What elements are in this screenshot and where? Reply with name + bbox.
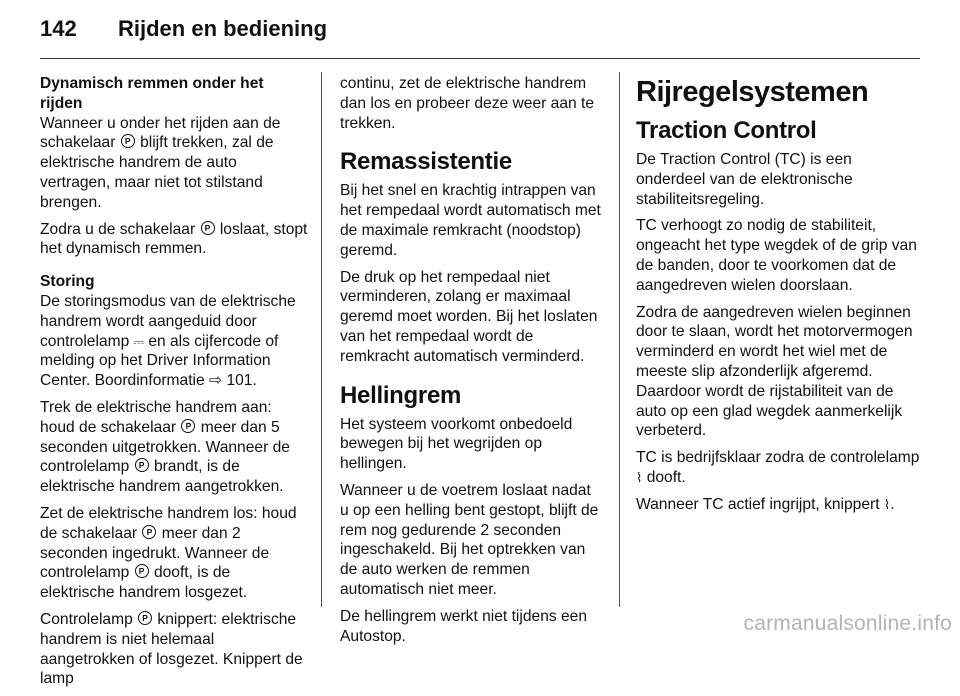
chapter-heading-driving-control-systems: Rijregelsystemen — [636, 76, 869, 108]
parking-brake-icon — [138, 611, 152, 625]
paragraph: Wanneer TC actief ingrijpt, knippert ⌇. — [636, 495, 895, 513]
paragraph: continu, zet de elektrische handrem dan los en probeer deze weer aan te trekken. — [340, 75, 595, 132]
section-heading-fault: Storing — [40, 273, 95, 291]
paragraph: De Traction Control (TC) is een onderdeel van de elektronische stabiliteitsregeling. — [636, 151, 853, 208]
section-heading-hill-start-assist: Hellingrem — [340, 381, 462, 409]
paragraph: TC is bedrijfsklaar zodra de controlelamp ⌇ dooft. — [636, 449, 920, 486]
column-divider-1 — [321, 72, 322, 607]
paragraph: TC verhoogt zo nodig de stabiliteit, ongeacht het type wegdek of de grip van de banden, door te voorkomen dat de aangedreven wielen doorslaan. — [636, 217, 917, 294]
paragraph: Zodra de aangedreven wielen beginnen door te slaan, wordt het motorvermogen verminderd en wordt het wiel met de meeste slip afzonderlijk afgeremd. Daardoor wordt de rijstabiliteit van de auto op een glad wegdek aanmerkelijk verbeterd. — [636, 303, 913, 440]
paragraph: De storingsmodus van de elektrische handrem wordt aangeduid door controlelamp ⎓ en als cijfercode of melding op het Driver Information Center. Boordinformatie ⇨ 101. — [40, 292, 296, 390]
paragraph: De druk op het rempedaal niet verminderen, zolang er maximaal geremd moet worden. Bij het loslaten van het rempedaal wordt de remkracht automatisch verminderd. — [340, 268, 598, 365]
warning-lamp-icon: ⎓ — [133, 333, 144, 349]
page-number: 142 — [40, 16, 77, 41]
page-reference-arrow-icon: ⇨ — [209, 372, 223, 390]
column-divider-2 — [619, 72, 620, 607]
paragraph: Wanneer u onder het rijden aan de schakelaar P blijft trekken, zal de elektrische handrem de auto vertragen, maar niet tot stilstand brengen. — [40, 114, 308, 213]
column-3 — [636, 74, 920, 522]
header-divider — [40, 58, 920, 59]
traction-control-icon: ⌇ — [636, 469, 643, 485]
parking-brake-icon — [201, 221, 215, 235]
paragraph: Zodra u de schakelaar P loslaat, stopt het dynamisch remmen. — [40, 220, 308, 260]
paragraph: Zet de elektrische handrem los: houd de schakelaar P meer dan 2 seconden ingedrukt. Wanneer de controlelamp P dooft, is de elektrische handrem losgezet. — [40, 504, 308, 603]
traction-control-icon: ⌇ — [883, 496, 891, 512]
page-title: Rijden en bediening — [118, 16, 328, 41]
paragraph: Controlelamp P knippert: elektrische handrem is niet helemaal aangetrokken of losgezet. Knippert de lamp — [40, 610, 308, 689]
paragraph: Wanneer u de voetrem loslaat nadat u op een helling bent gestopt, blijft de rem nog gedurende 2 seconden ingeschakeld. Bij het optrekken van de auto werken de remmen automatisch niet meer. — [340, 481, 599, 598]
section-heading-brake-assist: Remassistentie — [340, 148, 512, 176]
paragraph: Trek de elektrische handrem aan: houd de schakelaar P meer dan 5 seconden uitgetrokken. Wanneer de controlelamp P brandt, is de elektrische handrem aangetrokken. — [40, 398, 308, 497]
paragraph: Bij het snel en krachtig intrappen van het rempedaal wordt automatisch met de maximale remkracht (noodstop) geremd. — [340, 182, 601, 259]
column-1 — [40, 74, 308, 696]
parking-brake-icon — [135, 458, 149, 472]
page-reference[interactable]: 101 — [226, 372, 253, 390]
paragraph: De hellingrem werkt niet tijdens een Autostop. — [340, 607, 588, 645]
section-heading-dynamic-braking: Dynamisch remmen onder het rijden — [40, 75, 264, 112]
parking-brake-icon — [181, 419, 195, 433]
section-heading-traction-control: Traction Control — [636, 117, 817, 144]
parking-brake-icon — [135, 564, 149, 578]
column-2 — [340, 74, 602, 653]
watermark: carmanualsonline.info — [743, 612, 952, 635]
page-header — [40, 16, 920, 52]
parking-brake-icon — [121, 134, 135, 148]
parking-brake-icon — [142, 525, 156, 539]
paragraph: Het systeem voorkomt onbedoeld bewegen bij het wegrijden op hellingen. — [340, 415, 573, 473]
